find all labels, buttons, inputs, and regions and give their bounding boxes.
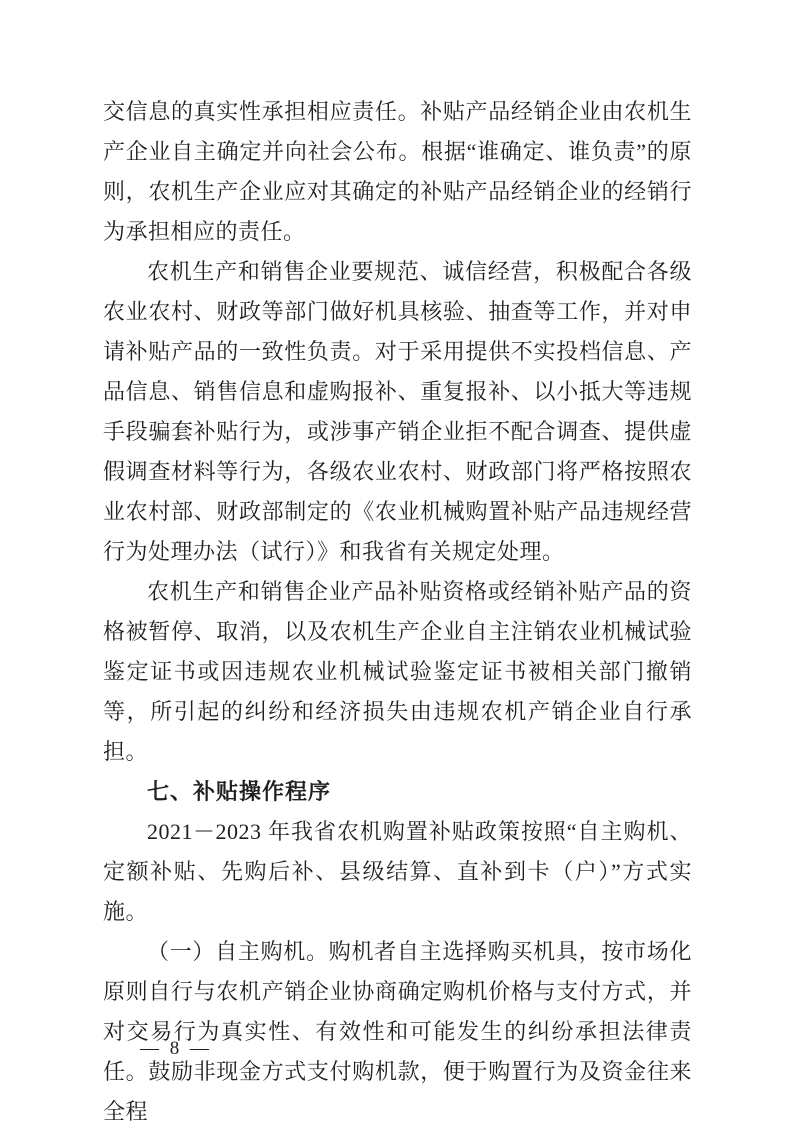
body-paragraph-disqualification-liability: 农机生产和销售企业产品补贴资格或经销补贴产品的资格被暂停、取消，以及农机生产企业自主注销农业机械试验鉴定证书或因违规农业机械试验鉴定证书被相关部门撤销等，所引起的纠纷和经济损失由违规农机产销企业自行承担。 — [103, 579, 692, 764]
section-heading-subsidy-procedure: 七、补贴操作程序 — [147, 779, 332, 804]
text-block — [103, 92, 692, 1123]
body-paragraph-continuation: 交信息的真实性承担相应责任。补贴产品经销企业由农机生产企业自主确定并向社会公布。根据“谁确定、谁负责”的原则，农机生产企业应对其确定的补贴产品经销企业的经销行为承担相应的责任。 — [103, 99, 692, 244]
body-paragraph-enterprise-compliance: 农机生产和销售企业要规范、诚信经营，积极配合各级农业农村、财政等部门做好机具核验、抽查等工作，并对申请补贴产品的一致性负责。对于采用提供不实投档信息、产品信息、销售信息和虚购报补、重复报补、以小抵大等违规手段骗套补贴行为，或涉事产销企业拒不配合调查、提供虚假调查材料等行为，各级农业农村、财政部门将严格按照农业农村部、财政部制定的《农业机械购置补贴产品违规经营行为处理办法（试行）》和我省有关规定处理。 — [103, 259, 692, 564]
body-paragraph-policy-implementation: 2021－2023 年我省农机购置补贴政策按照“自主购机、定额补贴、先购后补、县级结算、直补到卡（户）”方式实施。 — [103, 819, 692, 924]
body-paragraph-self-purchase: （一）自主购机。购机者自主选择购买机具，按市场化原则自行与农机产销企业协商确定购机价格与支付方式，并对交易行为真实性、有效性和可能发生的纠纷承担法律责任。鼓励非现金方式支付购机款，便于购置行为及资金往来全程 — [103, 939, 692, 1123]
page-number: — 8 — — [140, 1038, 212, 1059]
